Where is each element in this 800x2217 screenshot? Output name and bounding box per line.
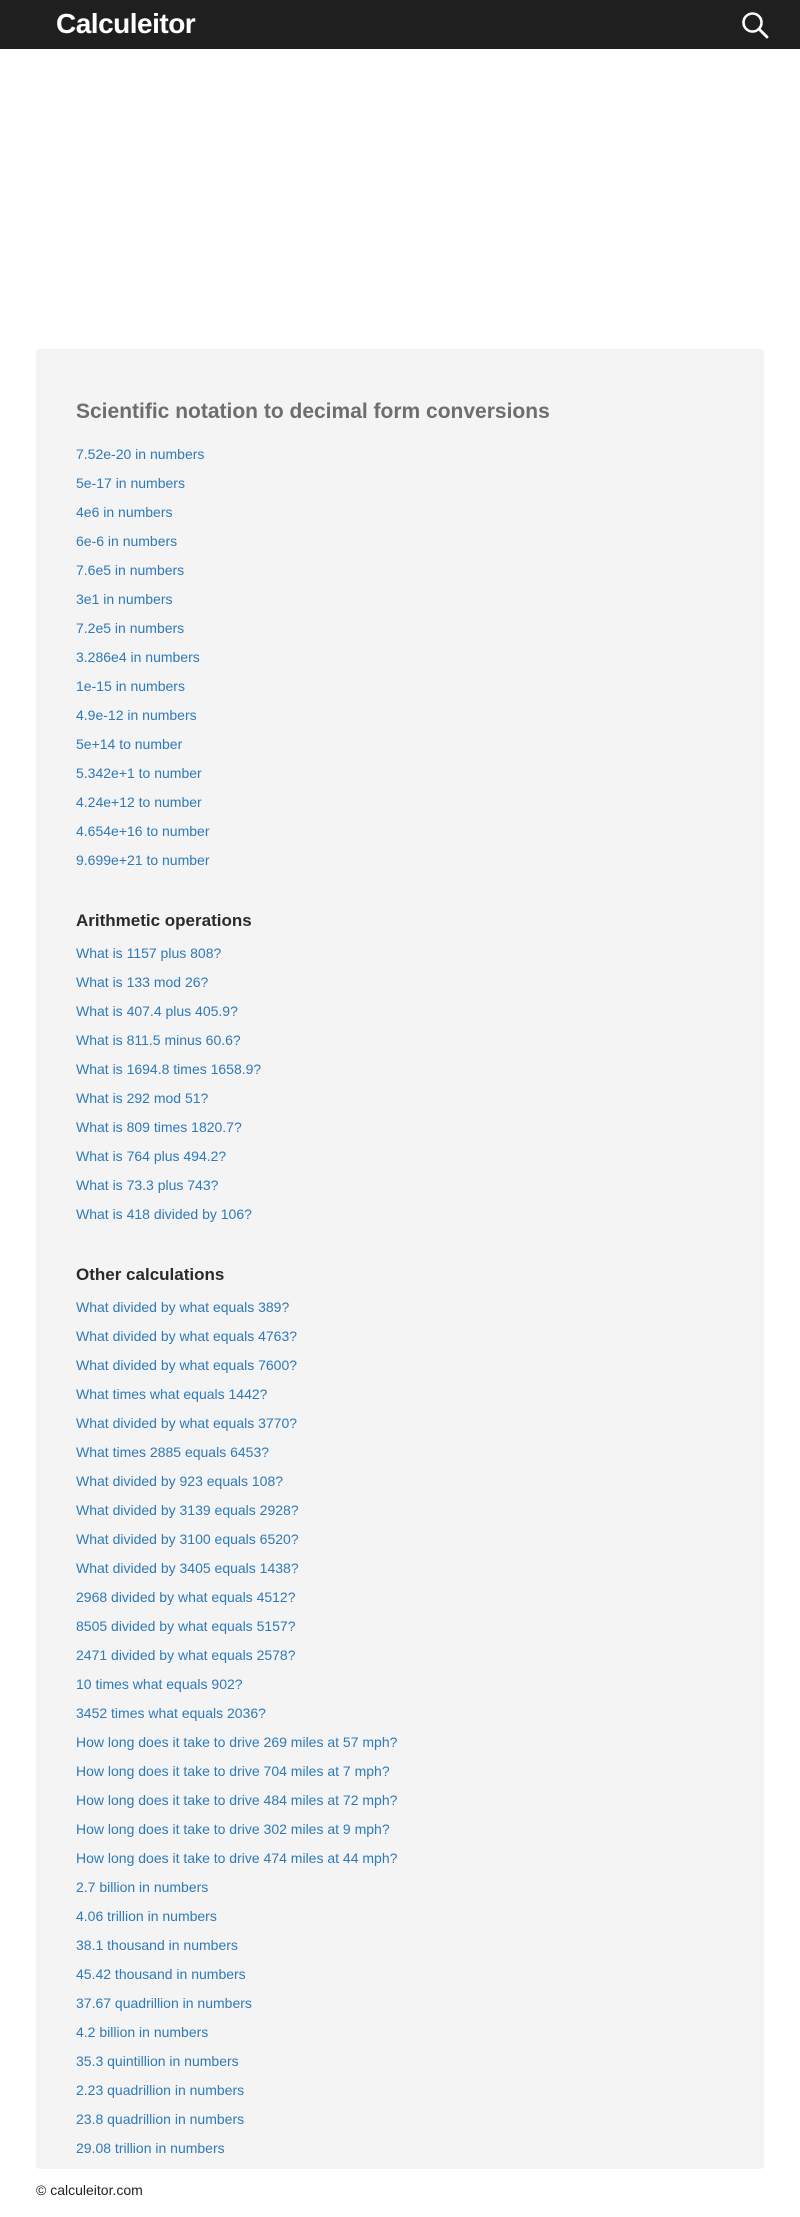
arithmetic-links bbox=[76, 944, 724, 1234]
calculation-link[interactable]: What divided by 923 equals 108? bbox=[76, 1473, 284, 1489]
calculation-link[interactable]: What is 811.5 minus 60.6? bbox=[76, 1032, 241, 1048]
list-item bbox=[76, 851, 724, 880]
list-item bbox=[76, 1762, 724, 1791]
list-item bbox=[76, 1002, 724, 1031]
list-item bbox=[76, 648, 724, 677]
calculation-link[interactable]: 7.2e5 in numbers bbox=[76, 620, 185, 636]
calculation-link[interactable]: What times 2885 equals 6453? bbox=[76, 1444, 270, 1460]
list-item bbox=[76, 1733, 724, 1762]
calculation-link[interactable]: What is 1157 plus 808? bbox=[76, 945, 222, 961]
list-item bbox=[76, 1060, 724, 1089]
calculation-link[interactable]: How long does it take to drive 269 miles at 57 mph? bbox=[76, 1734, 398, 1750]
list-item bbox=[76, 1675, 724, 1704]
calculation-link[interactable]: How long does it take to drive 484 miles at 72 mph? bbox=[76, 1792, 398, 1808]
calculation-link[interactable]: What is 407.4 plus 405.9? bbox=[76, 1003, 238, 1019]
calculation-link[interactable]: 9.699e+21 to number bbox=[76, 852, 210, 868]
calculation-link[interactable]: What divided by what equals 389? bbox=[76, 1299, 290, 1315]
content-panel bbox=[36, 349, 764, 2169]
list-item bbox=[76, 764, 724, 793]
list-item bbox=[76, 1031, 724, 1060]
list-item bbox=[76, 474, 724, 503]
list-item bbox=[76, 1965, 724, 1994]
list-item bbox=[76, 1385, 724, 1414]
ad-space bbox=[0, 49, 800, 349]
list-item bbox=[76, 1588, 724, 1617]
list-item bbox=[76, 1559, 724, 1588]
top-bar bbox=[0, 0, 800, 49]
calculation-link[interactable]: 1e-15 in numbers bbox=[76, 678, 185, 694]
page-title: Scientific notation to decimal form conversions bbox=[76, 400, 550, 423]
calculation-link[interactable]: What is 133 mod 26? bbox=[76, 974, 209, 990]
calculation-link[interactable]: 3452 times what equals 2036? bbox=[76, 1705, 266, 1721]
calculation-link[interactable]: What divided by what equals 3770? bbox=[76, 1415, 298, 1431]
calculation-link[interactable]: 7.6e5 in numbers bbox=[76, 562, 185, 578]
list-item bbox=[76, 1820, 724, 1849]
calculation-link[interactable]: 4.2 billion in numbers bbox=[76, 2024, 209, 2040]
arithmetic-heading: Arithmetic operations bbox=[76, 911, 252, 930]
other-links bbox=[76, 1298, 724, 2168]
calculation-link[interactable]: 4e6 in numbers bbox=[76, 504, 173, 520]
calculation-link[interactable]: 3e1 in numbers bbox=[76, 591, 173, 607]
calculation-link[interactable]: How long does it take to drive 704 miles at 7 mph? bbox=[76, 1763, 390, 1779]
scientific-links bbox=[76, 445, 724, 880]
calculation-link[interactable]: 6e-6 in numbers bbox=[76, 533, 178, 549]
list-item bbox=[76, 1356, 724, 1385]
calculation-link[interactable]: 29.08 trillion in numbers bbox=[76, 2140, 225, 2156]
list-item bbox=[76, 793, 724, 822]
list-item bbox=[76, 1147, 724, 1176]
calculation-link[interactable]: 8505 divided by what equals 5157? bbox=[76, 1618, 296, 1634]
calculation-link[interactable]: What is 73.3 plus 743? bbox=[76, 1177, 219, 1193]
list-item bbox=[76, 590, 724, 619]
calculation-link[interactable]: 35.3 quintillion in numbers bbox=[76, 2053, 239, 2069]
list-item bbox=[76, 2052, 724, 2081]
calculation-link[interactable]: 4.654e+16 to number bbox=[76, 823, 210, 839]
site-logo[interactable]: Calculeitor bbox=[56, 8, 196, 39]
calculation-link[interactable]: What divided by 3100 equals 6520? bbox=[76, 1531, 299, 1547]
list-item bbox=[76, 1414, 724, 1443]
search-icon[interactable] bbox=[740, 10, 770, 40]
list-item bbox=[76, 1791, 724, 1820]
calculation-link[interactable]: 2471 divided by what equals 2578? bbox=[76, 1647, 296, 1663]
calculation-link[interactable]: 10 times what equals 902? bbox=[76, 1676, 243, 1692]
list-item bbox=[76, 1704, 724, 1733]
list-item bbox=[76, 706, 724, 735]
calculation-link[interactable]: What divided by 3139 equals 2928? bbox=[76, 1502, 299, 1518]
copyright-text: © calculeitor.com bbox=[36, 2182, 143, 2198]
list-item bbox=[76, 1878, 724, 1907]
list-item bbox=[76, 822, 724, 851]
list-item bbox=[76, 1472, 724, 1501]
calculation-link[interactable]: 4.24e+12 to number bbox=[76, 794, 202, 810]
list-item bbox=[76, 1530, 724, 1559]
calculation-link[interactable]: What is 418 divided by 106? bbox=[76, 1206, 252, 1222]
list-item bbox=[76, 1907, 724, 1936]
list-item bbox=[76, 2081, 724, 2110]
calculation-link[interactable]: What is 764 plus 494.2? bbox=[76, 1148, 227, 1164]
list-item bbox=[76, 1298, 724, 1327]
calculation-link[interactable]: How long does it take to drive 474 miles at 44 mph? bbox=[76, 1850, 398, 1866]
list-item bbox=[76, 1501, 724, 1530]
list-item bbox=[76, 677, 724, 706]
calculation-link[interactable]: 38.1 thousand in numbers bbox=[76, 1937, 238, 1953]
list-item bbox=[76, 1646, 724, 1675]
calculation-link[interactable]: 2.23 quadrillion in numbers bbox=[76, 2082, 245, 2098]
calculation-link[interactable]: What is 1694.8 times 1658.9? bbox=[76, 1061, 262, 1077]
calculation-link[interactable]: 4.06 trillion in numbers bbox=[76, 1908, 217, 1924]
calculation-link[interactable]: What times what equals 1442? bbox=[76, 1386, 268, 1402]
calculation-link[interactable]: 45.42 thousand in numbers bbox=[76, 1966, 246, 1982]
list-item bbox=[76, 1176, 724, 1205]
list-item bbox=[76, 1089, 724, 1118]
calculation-link[interactable]: 5.342e+1 to number bbox=[76, 765, 202, 781]
calculation-link[interactable]: 7.52e-20 in numbers bbox=[76, 446, 205, 462]
calculation-link[interactable]: How long does it take to drive 302 miles at 9 mph? bbox=[76, 1821, 390, 1837]
list-item bbox=[76, 2110, 724, 2139]
list-item bbox=[76, 1118, 724, 1147]
calculation-link[interactable]: 23.8 quadrillion in numbers bbox=[76, 2111, 245, 2127]
calculation-link[interactable]: 4.9e-12 in numbers bbox=[76, 707, 197, 723]
other-heading: Other calculations bbox=[76, 1265, 225, 1284]
calculation-link[interactable]: What divided by what equals 4763? bbox=[76, 1328, 298, 1344]
calculation-link[interactable]: 5e+14 to number bbox=[76, 736, 183, 752]
list-item bbox=[76, 973, 724, 1002]
calculation-link[interactable]: What is 292 mod 51? bbox=[76, 1090, 209, 1106]
calculation-link[interactable]: 2968 divided by what equals 4512? bbox=[76, 1589, 296, 1605]
calculation-link[interactable]: What divided by what equals 7600? bbox=[76, 1357, 298, 1373]
list-item bbox=[76, 619, 724, 648]
list-item bbox=[76, 735, 724, 764]
list-item bbox=[76, 1936, 724, 1965]
list-item bbox=[76, 445, 724, 474]
list-item bbox=[76, 503, 724, 532]
list-item bbox=[76, 944, 724, 973]
calculation-link[interactable]: What divided by 3405 equals 1438? bbox=[76, 1560, 299, 1576]
list-item bbox=[76, 1849, 724, 1878]
footer bbox=[36, 2181, 764, 2199]
list-item bbox=[76, 1617, 724, 1646]
calculation-link[interactable]: What is 809 times 1820.7? bbox=[76, 1119, 242, 1135]
calculation-link[interactable]: 5e-17 in numbers bbox=[76, 475, 185, 491]
list-item bbox=[76, 1994, 724, 2023]
list-item bbox=[76, 561, 724, 590]
list-item bbox=[76, 1327, 724, 1356]
calculation-link[interactable]: 3.286e4 in numbers bbox=[76, 649, 200, 665]
list-item bbox=[76, 2139, 724, 2168]
list-item bbox=[76, 1205, 724, 1234]
list-item bbox=[76, 1443, 724, 1472]
list-item bbox=[76, 2023, 724, 2052]
calculation-link[interactable]: 2.7 billion in numbers bbox=[76, 1879, 209, 1895]
calculation-link[interactable]: 37.67 quadrillion in numbers bbox=[76, 1995, 252, 2011]
list-item bbox=[76, 532, 724, 561]
